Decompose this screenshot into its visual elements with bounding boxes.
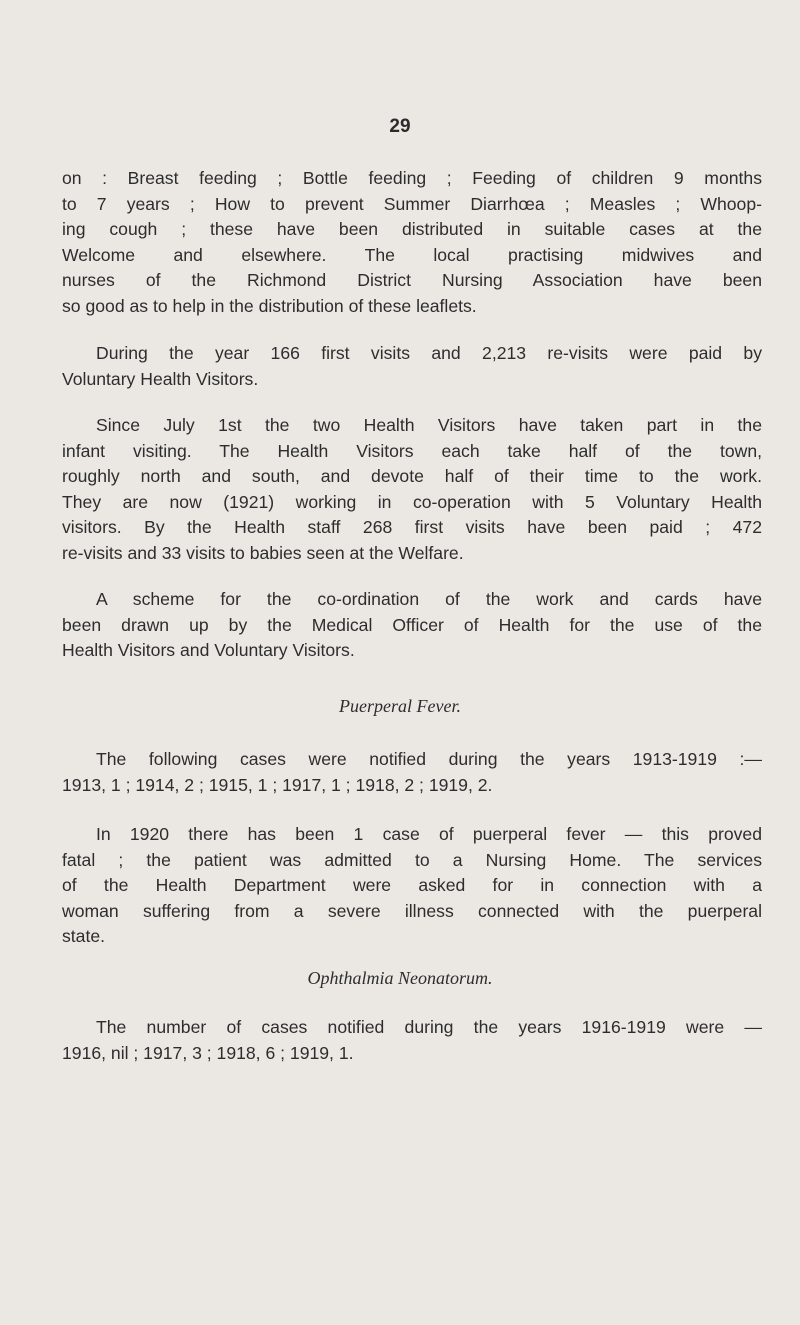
text-line: 1913, 1 ; 1914, 2 ; 1915, 1 ; 1917, 1 ; 1918, 2 ; 1919, 2. (62, 774, 493, 795)
text-line: woman suffering from a severe illness connected with the puerperal (62, 900, 762, 921)
text-line: re-visits and 33 visits to babies seen at the Welfare. (62, 542, 464, 563)
text-line: Health Visitors and Voluntary Visitors. (62, 640, 355, 661)
text-line: on : Breast feeding ; Bottle feeding ; Feeding of children 9 months (62, 168, 762, 188)
text-line: During the year 166 first visits and 2,213 re-visits were paid by (96, 343, 762, 363)
text-line: 1916, nil ; 1917, 3 ; 1918, 6 ; 1919, 1. (62, 1042, 354, 1063)
text-line: fatal ; the patient was admitted to a Nursing Home. The services (62, 849, 762, 870)
text-line: The following cases were notified during the years 1913-1919 :— (96, 749, 762, 769)
text-line: ing cough ; these have been distributed in suitable cases at the (62, 219, 762, 240)
text-line: infant visiting. The Health Visitors each take half of the town, (62, 440, 762, 461)
paragraph-1920-case (62, 822, 762, 950)
text-line: Voluntary Health Visitors. (62, 368, 259, 389)
paragraph-ophthalmia-cases (62, 1015, 762, 1066)
text-line: nurses of the Richmond District Nursing Association have been (62, 270, 762, 291)
paragraph-leaflets (62, 166, 762, 320)
paragraph-voluntary-visits (62, 341, 762, 392)
section-heading-puerperal-fever: Puerperal Fever. (339, 696, 461, 716)
paragraph-scheme (62, 587, 762, 664)
paragraph-health-visitors (62, 413, 762, 567)
text-line: They are now (1921) working in co-operation with 5 Voluntary Health (62, 491, 762, 512)
text-line: roughly north and south, and devote half of their time to the work. (62, 466, 762, 487)
text-line: The number of cases notified during the years 1916-1919 were — (96, 1017, 762, 1037)
text-line: Welcome and elsewhere. The local practising midwives and (62, 244, 762, 265)
text-line: state. (62, 926, 106, 947)
text-line: so good as to help in the distribution of these leaflets. (62, 295, 477, 316)
text-line: A scheme for the co-ordination of the work and cards have (96, 589, 762, 609)
text-line: In 1920 there has been 1 case of puerperal fever — this proved (96, 824, 762, 844)
text-line: of the Health Department were asked for in connection with a (62, 875, 762, 896)
paragraph-cases-notified (62, 747, 762, 798)
text-line: been drawn up by the Medical Officer of Health for the use of the (62, 614, 762, 635)
text-line: Since July 1st the two Health Visitors have taken part in the (96, 415, 762, 435)
text-line: visitors. By the Health staff 268 first visits have been paid ; 472 (62, 517, 762, 538)
section-heading-ophthalmia-neonatorum: Ophthalmia Neonatorum. (307, 968, 493, 988)
page-number: 29 (389, 116, 411, 137)
text-line: to 7 years ; How to prevent Summer Diarrhœa ; Measles ; Whoop- (62, 193, 762, 214)
